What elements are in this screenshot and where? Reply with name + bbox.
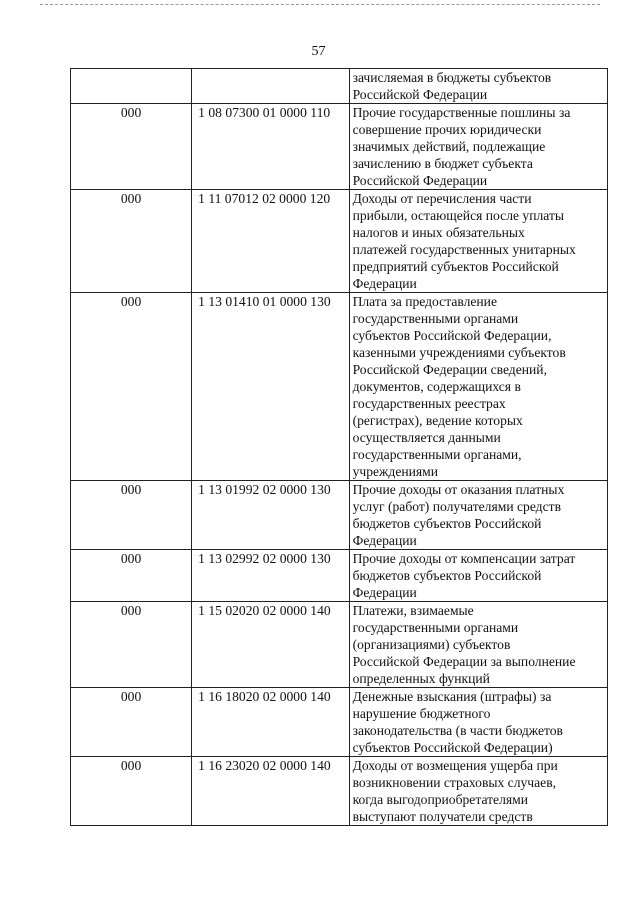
revenue-name-line: казенными учреждениями субъектов bbox=[352, 345, 566, 360]
revenue-name-line: Прочие доходы от компенсации затрат bbox=[352, 551, 576, 566]
admin-code-cell: 000 bbox=[71, 293, 192, 481]
revenue-name-line: (организациями) субъектов bbox=[352, 637, 511, 652]
revenue-name-line: налогов и иных обязательных bbox=[352, 225, 525, 240]
revenue-name-line: услуг (работ) получателями средств bbox=[352, 499, 561, 514]
table-row bbox=[71, 293, 608, 481]
budget-classification-code-cell: 1 08 07300 01 0000 110 bbox=[192, 104, 349, 190]
revenue-name-line: Прочие доходы от оказания платных bbox=[352, 482, 565, 497]
admin-code-cell: 000 bbox=[71, 481, 192, 550]
revenue-name-line: прибыли, остающейся после уплаты bbox=[352, 208, 565, 223]
revenue-name-line: определенных функций bbox=[352, 671, 490, 686]
revenue-codes-table bbox=[70, 68, 608, 826]
revenue-name-line: бюджетов субъектов Российской bbox=[352, 568, 542, 583]
revenue-name-line: законодательства (в части бюджетов bbox=[352, 723, 563, 738]
budget-classification-code-cell: 1 15 02020 02 0000 140 bbox=[192, 602, 349, 688]
revenue-name-line: выступают получатели средств bbox=[352, 809, 533, 824]
revenue-name-cell bbox=[349, 757, 607, 826]
revenue-name-line: платежей государственных унитарных bbox=[352, 242, 576, 257]
budget-classification-code-cell: 1 16 23020 02 0000 140 bbox=[192, 757, 349, 826]
admin-code-cell: 000 bbox=[71, 688, 192, 757]
revenue-name-line: документов, содержащихся в bbox=[352, 379, 521, 394]
revenue-name-line: когда выгодоприобретателями bbox=[352, 792, 529, 807]
admin-code-cell: 000 bbox=[71, 602, 192, 688]
revenue-name-cell bbox=[349, 688, 607, 757]
admin-code-cell: 000 bbox=[71, 190, 192, 293]
admin-code-cell: 000 bbox=[71, 104, 192, 190]
revenue-name-line: государственных реестрах bbox=[352, 396, 506, 411]
table-row bbox=[71, 602, 608, 688]
budget-classification-code-cell: 1 11 07012 02 0000 120 bbox=[192, 190, 349, 293]
revenue-name-line: субъектов Российской Федерации) bbox=[352, 740, 553, 755]
revenue-name-cell bbox=[349, 602, 607, 688]
table-row bbox=[71, 757, 608, 826]
revenue-name-line: Российской Федерации за выполнение bbox=[352, 654, 576, 669]
revenue-name-line: государственными органами bbox=[352, 311, 519, 326]
revenue-name-line: Российской Федерации сведений, bbox=[352, 362, 547, 377]
revenue-name-cell bbox=[349, 190, 607, 293]
revenue-name-cell bbox=[349, 104, 607, 190]
revenue-name-line: Российской Федерации bbox=[352, 173, 488, 188]
table-row bbox=[71, 688, 608, 757]
budget-classification-code-cell: 1 16 18020 02 0000 140 bbox=[192, 688, 349, 757]
table-row bbox=[71, 69, 608, 104]
revenue-name-line: возникновении страховых случаев, bbox=[352, 775, 557, 790]
revenue-name-line: (регистрах), ведение которых bbox=[352, 413, 523, 428]
revenue-name-line: Доходы от возмещения ущерба при bbox=[352, 758, 558, 773]
revenue-name-line: осуществляется данными bbox=[352, 430, 501, 445]
revenue-name-cell bbox=[349, 293, 607, 481]
revenue-name-line: Плата за предоставление bbox=[352, 294, 497, 309]
revenue-name-line: государственными органами, bbox=[352, 447, 522, 462]
revenue-name-line: государственными органами bbox=[352, 620, 519, 635]
revenue-name-line: субъектов Российской Федерации, bbox=[352, 328, 552, 343]
revenue-name-line: зачисляемая в бюджеты субъектов bbox=[352, 70, 552, 85]
table-body bbox=[71, 69, 608, 826]
revenue-name-line: Доходы от перечисления части bbox=[352, 191, 532, 206]
revenue-name-line: значимых действий, подлежащие bbox=[352, 139, 546, 154]
budget-classification-code-cell bbox=[192, 69, 349, 104]
revenue-name-line: нарушение бюджетного bbox=[352, 706, 491, 721]
admin-code-cell bbox=[71, 69, 192, 104]
page-number: 57 bbox=[311, 44, 326, 59]
scan-top-rule bbox=[40, 4, 600, 5]
revenue-name-line: Платежи, взимаемые bbox=[352, 603, 474, 618]
revenue-name-cell bbox=[349, 550, 607, 602]
table-row bbox=[71, 104, 608, 190]
table-row bbox=[71, 190, 608, 293]
revenue-name-line: совершение прочих юридически bbox=[352, 122, 542, 137]
budget-classification-code-cell: 1 13 01410 01 0000 130 bbox=[192, 293, 349, 481]
revenue-name-line: бюджетов субъектов Российской bbox=[352, 516, 542, 531]
admin-code-cell: 000 bbox=[71, 757, 192, 826]
revenue-name-line: Федерации bbox=[352, 276, 417, 291]
revenue-name-line: предприятий субъектов Российской bbox=[352, 259, 559, 274]
revenue-name-line: учреждениями bbox=[352, 464, 439, 479]
budget-classification-code-cell: 1 13 01992 02 0000 130 bbox=[192, 481, 349, 550]
revenue-name-line: Прочие государственные пошлины за bbox=[352, 105, 571, 120]
revenue-name-line: Федерации bbox=[352, 585, 417, 600]
table-row bbox=[71, 550, 608, 602]
budget-classification-code-cell: 1 13 02992 02 0000 130 bbox=[192, 550, 349, 602]
admin-code-cell: 000 bbox=[71, 550, 192, 602]
revenue-name-line: Федерации bbox=[352, 533, 417, 548]
revenue-name-line: зачислению в бюджет субъекта bbox=[352, 156, 533, 171]
revenue-name-line: Денежные взыскания (штрафы) за bbox=[352, 689, 552, 704]
table-row bbox=[71, 481, 608, 550]
revenue-name-cell bbox=[349, 481, 607, 550]
revenue-name-cell bbox=[349, 69, 607, 104]
revenue-name-line: Российской Федерации bbox=[352, 87, 488, 102]
